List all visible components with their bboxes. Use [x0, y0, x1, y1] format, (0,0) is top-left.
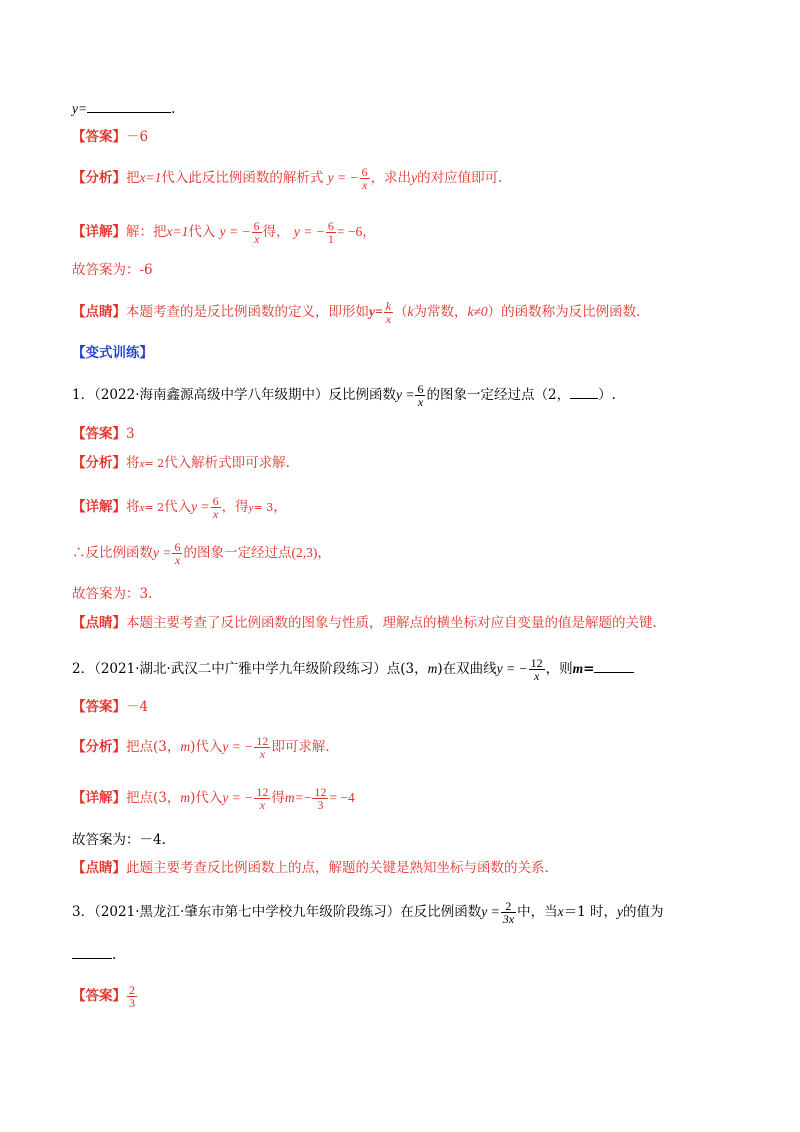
answer-blank [72, 944, 112, 959]
answer-blank [594, 658, 634, 673]
fraction-6-over-x: $\frac{6}{x}$ [253, 219, 260, 246]
fraction-6-over-x: $\frac{6}{x}$ [174, 540, 181, 567]
previous-question-tail: y= . [72, 98, 740, 119]
fraction-12-over-3: $\frac{12}{3}$ [314, 785, 327, 812]
fraction-6-over-x: $\frac{6}{x}$ [361, 165, 368, 192]
fraction-12-over-x: $\frac{12}{x}$ [530, 656, 543, 683]
q2-answer: 【答案】－4 [72, 699, 149, 715]
q0-answer: 【答案】－6 [72, 129, 149, 145]
q1-answer: 【答案】3 [72, 426, 135, 442]
q2-conclusion: 故答案为：－4. [72, 832, 166, 848]
q2-comment: 【点睛】此题主要考查反比例函数上的点，解题的关键是熟知坐标与函数的关系. [72, 860, 549, 876]
q2-detail: 【详解】把点(3，m)代入y = − $\frac{12}{x}$ 得m=− $\frac{12}{3}$ = −4 [72, 785, 355, 812]
q2-analysis: 【分析】把点(3，m)代入y = − $\frac{12}{x}$ 即可求解. [72, 734, 330, 761]
q3-answer: 【答案】 $\frac{2}{3}$ [72, 983, 135, 1010]
variant-training-heading: 【变式训练】 [72, 345, 153, 361]
q1-detail: 【详解】将x= 2代入y = $\frac{6}{x}$ ，得y= 3， [72, 494, 287, 521]
fraction-2-over-3x: $\frac{2}{3x}$ [502, 899, 515, 926]
q1-stem: 1．（2022·海南鑫源高级中学八年级期中）反比例函数y = $\frac{6}{x}$ 的图象一定经过点（2， ）. [72, 382, 616, 409]
q0-analysis: 【分析】把x=1代入此反比例函数的解析式 y = − $\frac{6}{x}$ ，求出y的对应值即可. [72, 165, 503, 192]
q0-detail: 【详解】解：把x=1代入 y = − $\frac{6}{x}$ 得， y = − $\frac{6}{1}$ = −6， [72, 219, 376, 246]
q0-conclusion: 故答案为：-6 [72, 262, 153, 278]
q1-comment: 【点睛】本题主要考查了反比例函数的图象与性质，理解点的横坐标对应自变量的值是解题的关键. [72, 615, 657, 631]
fraction-k-over-x: $\frac{k}{x}$ [385, 299, 392, 326]
q3-stem-blank-line: . [72, 944, 740, 965]
fraction-2-over-3: $\frac{2}{3}$ [129, 983, 135, 1010]
q1-conclusion: 故答案为：3. [72, 586, 153, 602]
q1-analysis: 【分析】将x= 2代入解析式即可求解. [72, 455, 290, 471]
q2-stem: 2．（2021·湖北·武汉二中广雅中学九年级阶段练习）点(3，m)在双曲线y = − $\frac{12}{x}$ ，则m= [72, 657, 740, 682]
fraction-6-over-x: $\frac{6}{x}$ [417, 382, 424, 409]
answer-blank [570, 384, 598, 399]
answer-blank [87, 98, 171, 113]
q1-therefore: ∴反比例函数y = $\frac{6}{x}$ 的图象一定经过点(2,3)， [72, 540, 331, 567]
q0-comment: 【点睛】本题考查的是反比例函数的定义，即形如y= $\frac{k}{x}$ （k为常数，k≠0）的函数称为反比例函数. [72, 299, 641, 326]
fraction-6-over-x: $\frac{6}{x}$ [212, 494, 219, 521]
fraction-12-over-x: $\frac{12}{x}$ [256, 734, 269, 761]
fraction-12-over-x: $\frac{12}{x}$ [256, 785, 269, 812]
q3-stem: 3．（2021·黑龙江·肇东市第七中学校九年级阶段练习）在反比例函数y = $\frac{2}{3x}$ 中，当x＝1 时，y的值为 [72, 899, 664, 926]
fraction-6-over-1: $\frac{6}{1}$ [327, 219, 334, 246]
